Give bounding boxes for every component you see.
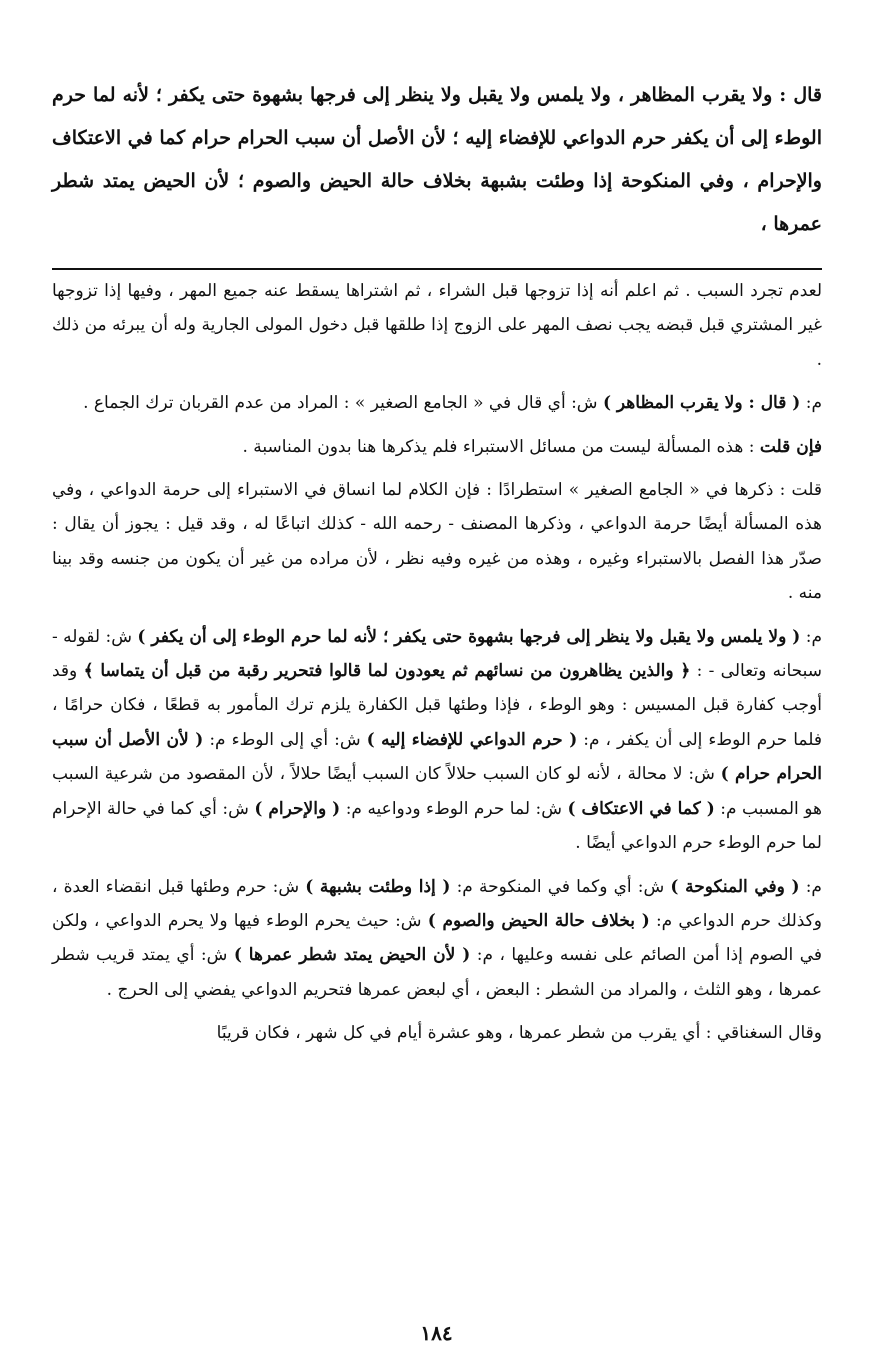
separator-rule bbox=[52, 268, 822, 270]
commentary-paragraph: م: ( وفي المنكوحة ) ش: أي وكما في المنكوحة م: ( إذا وطئت بشبهة ) ش: حرم وطئها قبل انقضاء العدة ، وكذلك حرم الدواعي م: ( بخلاف حالة الحيض والصوم ) ش: حيث يحرم الوطء فيها ولا يحرم الدواعي ، ولكن في الصوم إذا أمن الصائم على نفسه وعليها ، م: ( لأن الحيض يمتد شطر عمرها ) ش: أي يمتد قريب شطر عمرها ، وهو الثلث ، والمراد من الشطر : البعض ، أي لبعض عمرها فتحريم الدواعي يفضي إلى الحرج . bbox=[52, 876, 823, 1000]
commentary-paragraph: م: ( ولا يلمس ولا يقبل ولا ينظر إلى فرجها بشهوة حتى يكفر ؛ لأنه لما حرم الوطء إلى أن يكفر ) ش: لقوله - سبحانه وتعالى - : ﴿ والذين يظاهرون من نسائهم ثم يعودون لما قالوا فتحرير رقبة من قبل أن يتماسا ﴾ وقد أوجب كفارة قبل المسيس : وهو الوطء ، فإذا وطئها قبل الكفارة يلزم ترك المأمور به قطعًا ، فكان حرامًا ، فلما حرم الوطء إلى أن يكفر ، م: ( حرم الدواعي للإفضاء إليه ) ش: أي إلى الوطء م: ( لأن الأصل أن سبب الحرام حرام ) ش: لا محالة ، لأنه لو كان السبب حلالاً كان السبب أيضًا حلالاً ، لأن المقصود من شرعية السبب هو المسبب م: ( كما في الاعتكاف ) ش: لما حرم الوطء ودواعيه م: ( والإحرام ) ش: أي كما في حالة الإحرام لما حرم الوطء حرم الدواعي أيضًا . bbox=[52, 626, 822, 854]
commentary-paragraph: قلت : ذكرها في « الجامع الصغير » استطرادًا : فإن الكلام لما انساق في الاستبراء إلى حرمة الدواعي ، وفي هذه المسألة أيضًا حرمة الدواعي ، وذكرها المصنف - رحمه الله - كذلك اتباعًا له ، وقد قيل : يجوز أن يقال : صدّر هذا الفصل بالاستبراء وغيره ، وهذه من غيره وفيه نظر ، لأن مراده من غير أن يكون من جنسه وقد بينا منه . bbox=[52, 480, 822, 604]
commentary-paragraph: وقال السغناقي : أي يقرب من شطر عمرها ، وهو عشرة أيام في كل شهر ، فكان قريبًا bbox=[216, 1023, 822, 1044]
page-body bbox=[52, 74, 822, 1051]
commentary-paragraph: فإن قلت : هذه المسألة ليست من مسائل الاستبراء فلم يذكرها هنا بدون المناسبة . bbox=[242, 436, 822, 457]
quran-quote: ﴿ والذين يظاهرون من نسائهم ثم يعودون لما قالوا فتحرير رقبة من قبل أن يتماسا ﴾ bbox=[83, 661, 691, 682]
main-text: قال : ولا يقرب المظاهر ، ولا يلمس ولا يقبل ولا ينظر إلى فرجها بشهوة حتى يكفر ؛ لأنه لما حرم الوطء إلى أن يكفر حرم الدواعي للإفضاء إليه ؛ لأن الأصل أن سبب الحرام حرام كما في الاعتكاف والإحرام ، وفي المنكوحة إذا وطئت بشبهة بخلاف حالة الحيض والصوم ؛ لأن الحيض يمتد شطر عمرها ، bbox=[52, 84, 822, 235]
commentary-paragraph: م: ( قال : ولا يقرب المظاهر ) ش: أي قال في « الجامع الصغير » : المراد من عدم القربان ترك الجماع . bbox=[83, 393, 822, 414]
commentary-paragraph: لعدم تجرد السبب . ثم اعلم أنه إذا تزوجها قبل الشراء ، ثم اشتراها يسقط عنه جميع المهر ، وفيها إذا تزوجها غير المشتري قبل قبضه يجب نصف المهر على الزوج إذا طلقها قبل دخول المولى الجارية وله أن يبرئه من ذلك . bbox=[52, 281, 822, 370]
page-number: ١٨٤ bbox=[420, 1321, 453, 1345]
